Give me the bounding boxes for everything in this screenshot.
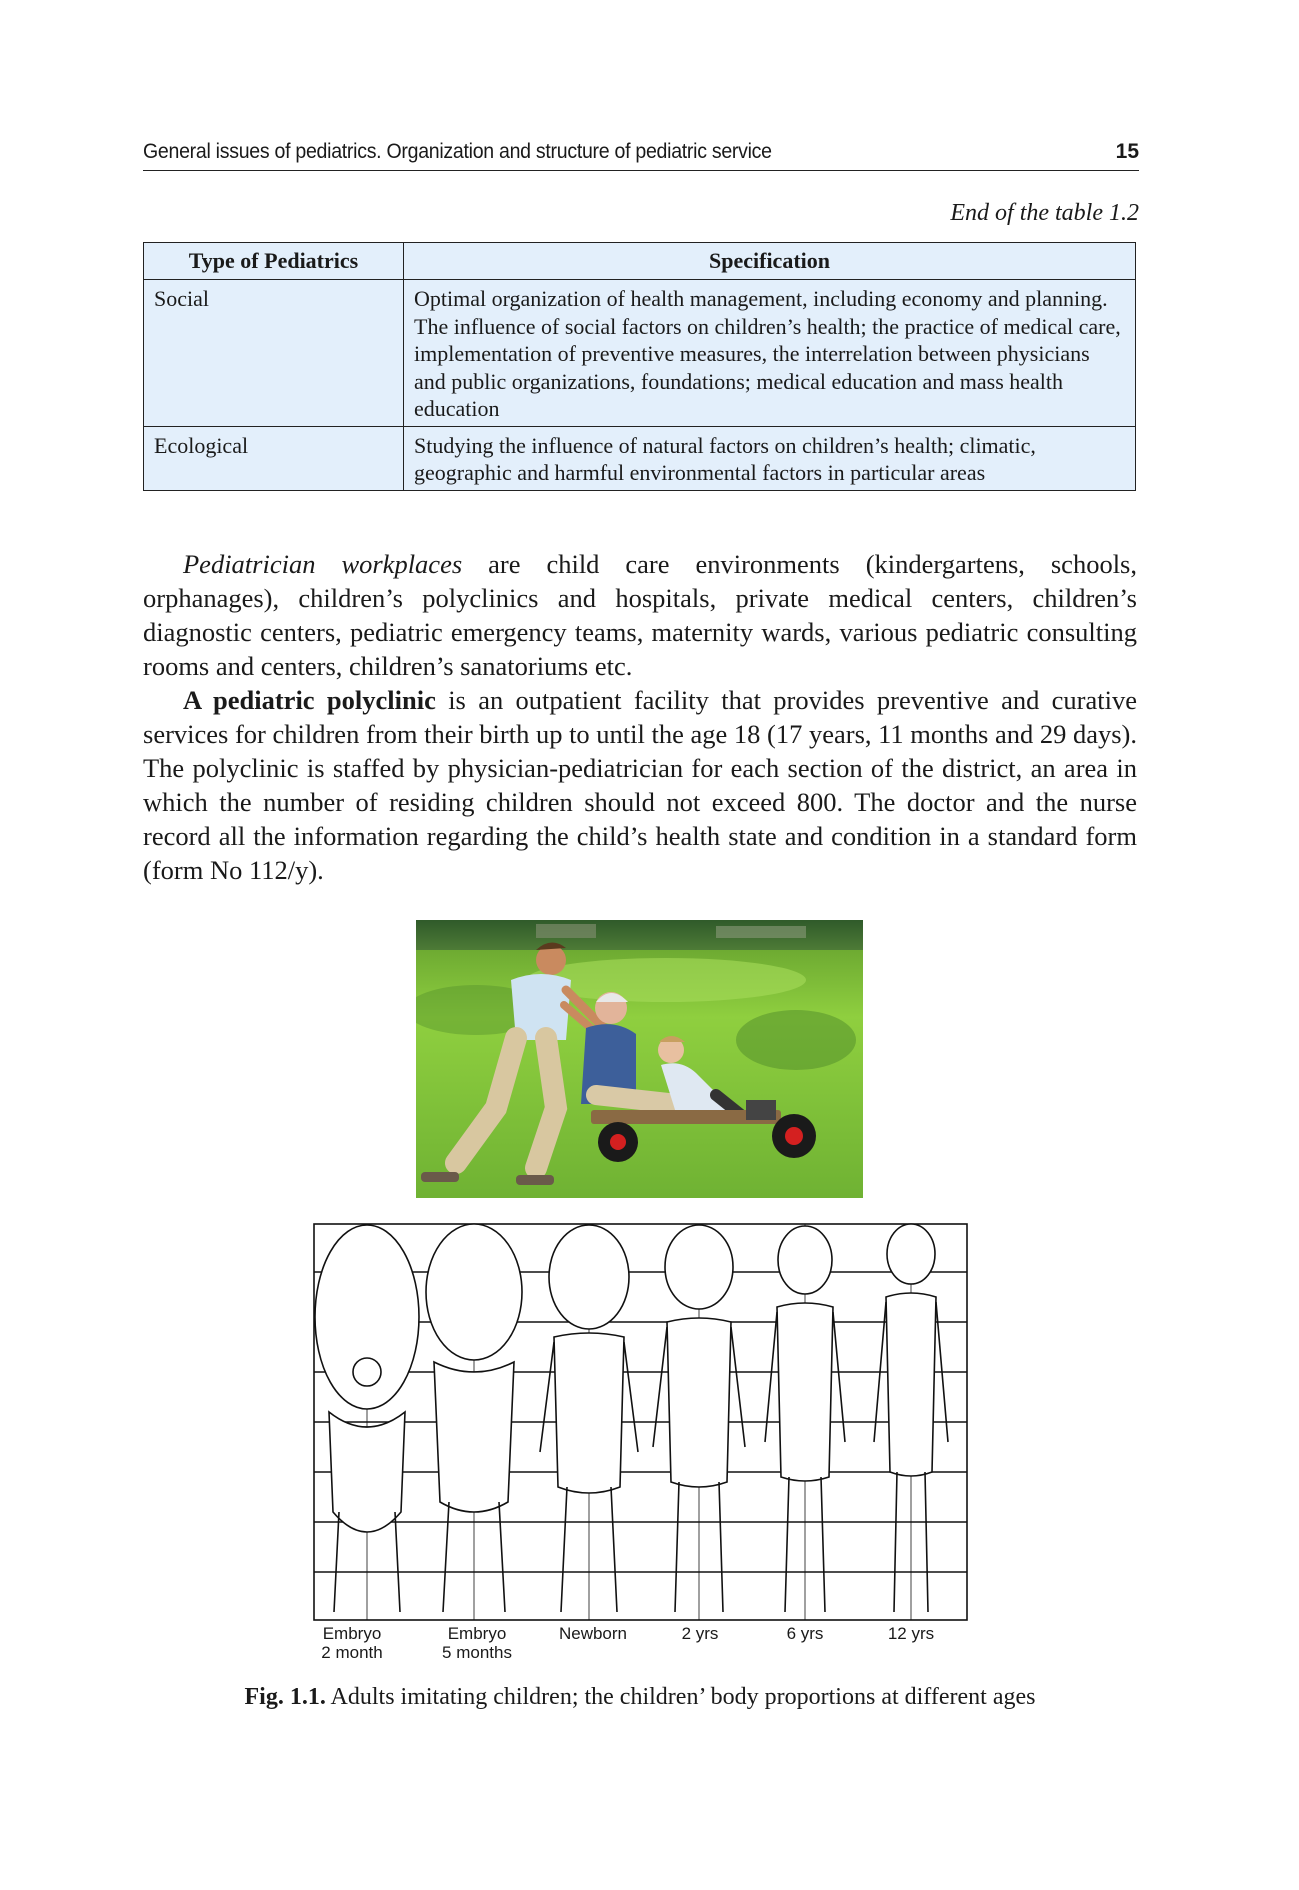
age-label-embryo-2-month: Embryo 2 month (321, 1624, 383, 1662)
paragraph-body: is an outpatient facility that provides preventive and curative services for children from their birth up to until the age 18 (17 years, 11 months and 29 days). The polyclinic is staffed by physician-pediatrician for each section of the district, an area in which the number of residing children should not exceed 800. The doctor and the nurse record all the information regarding the child’s health state and condition in a standard form (form No 112/y). (143, 685, 1137, 885)
age-label-embryo-5-months: Embryo 5 months (442, 1624, 512, 1662)
table-header-row (144, 243, 1136, 280)
age-label-newborn: Newborn (558, 1624, 628, 1643)
photo-adults-go-kart (416, 920, 863, 1198)
running-head-title: General issues of pediatrics. Organization and structure of pediatric service (143, 140, 772, 163)
term-bold: A pediatric polyclinic (183, 685, 436, 715)
figure-label: Fig. 1.1. (244, 1684, 326, 1710)
running-head (143, 138, 1139, 171)
paragraph-workplaces (143, 547, 1137, 683)
age-label-2-yrs: 2 yrs (681, 1624, 719, 1643)
page-number: 15 (1115, 140, 1139, 163)
table-caption: End of the table 1.2 (950, 200, 1139, 226)
paragraph-polyclinic (143, 683, 1137, 887)
body-proportions-drawing (309, 1222, 972, 1662)
column-header-specification: Specification (404, 243, 1136, 280)
paragraph-body: are child care environments (kindergartens, schools, orphanages), children’s polyclinics and hospitals, private medical centers, children’s diagnostic centers, pediatric emergency teams, maternity wards, various pediatric consulting rooms and centers, children’s sanatoriums etc. (143, 549, 1137, 681)
figure-caption-text: Adults imitating children; the children’ body proportions at different ages (325, 1684, 1036, 1710)
age-label-6-yrs: 6 yrs (786, 1624, 824, 1643)
spec-text: Studying the influence of natural factors on children’s health; climatic, geographic and harmful environmental factors in particular areas (414, 432, 1036, 485)
table-row (144, 426, 1136, 490)
term-italic: Pediatrician workplaces (183, 549, 463, 579)
column-header-type: Type of Pediatrics (144, 243, 404, 280)
figure-caption (143, 1684, 1137, 1711)
cell-specification (404, 426, 1136, 490)
cell-type: Social (144, 280, 404, 427)
spec-text: The influence of social factors on children’s health; the practice of medical care, implementation of preventive measures, the interrelation between physicians and public organizations, foundations; medical education and mass health education (414, 313, 1121, 421)
table-row (144, 280, 1136, 427)
spec-text: Optimal organization of health management, including economy and planning. (414, 286, 1108, 311)
cell-type: Ecological (144, 426, 404, 490)
pediatrics-type-table (143, 242, 1136, 491)
age-label-12-yrs: 12 yrs (887, 1624, 935, 1643)
cell-specification (404, 280, 1136, 427)
